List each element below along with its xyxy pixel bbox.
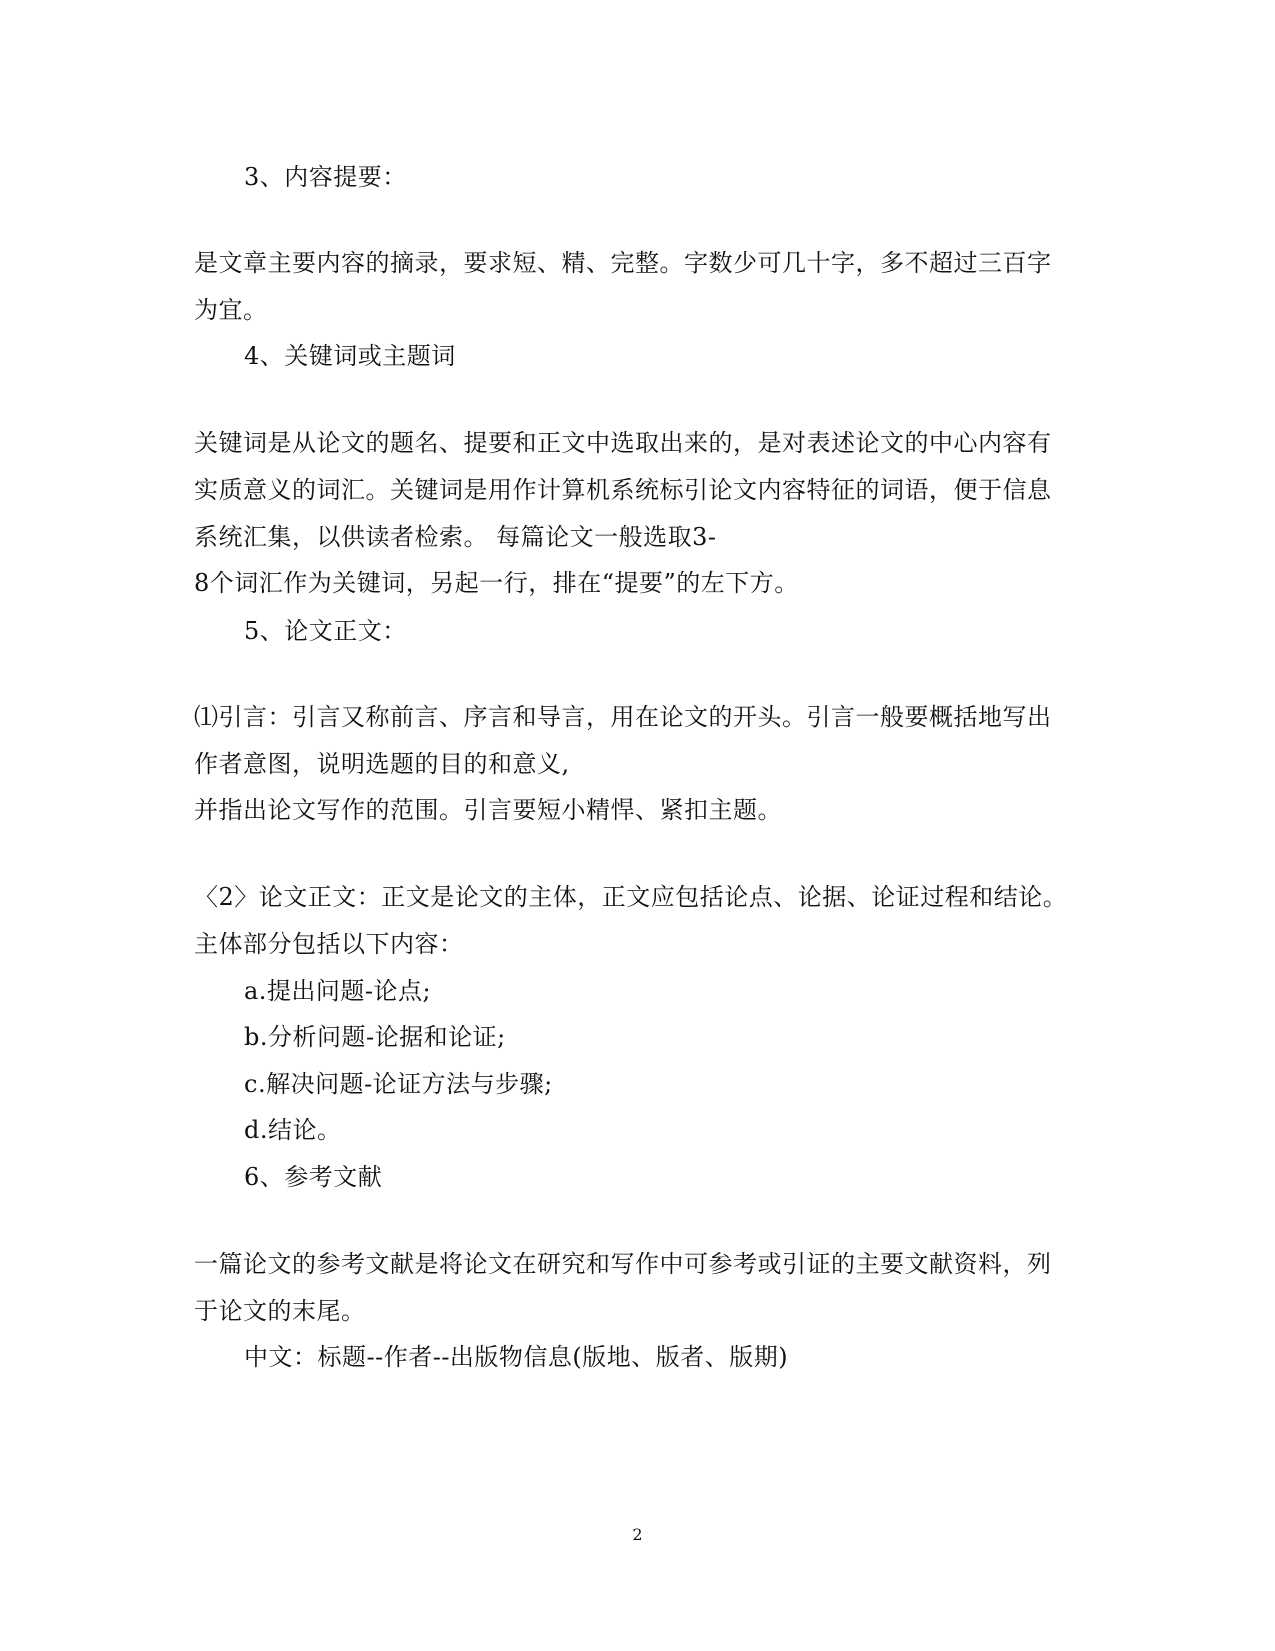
list-item: d.结论。 <box>244 1116 342 1144</box>
paragraph-line: 一篇论文的参考文献是将论文在研究和写作中可参考或引证的主要文献资料，列 <box>194 1250 1052 1278</box>
paragraph-line: 主体部分包括以下内容： <box>194 930 464 958</box>
paragraph-line: 实质意义的词汇。关键词是用作计算机系统标引论文内容特征的词语，便于信息 <box>194 476 1052 504</box>
list-item: c.解决问题-论证方法与步骤; <box>244 1070 553 1098</box>
section-heading-main-text: 5、论文正文： <box>244 617 407 645</box>
section-heading-keywords: 4、关键词或主题词 <box>244 342 456 370</box>
paragraph-line: 为宜。 <box>194 296 268 324</box>
paragraph-line: 系统汇集，以供读者检索。 每篇论文一般选取3- <box>194 523 717 551</box>
paragraph-line: 〈2〉论文正文：正文是论文的主体，正文应包括论点、论据、论证过程和结论。 <box>194 883 1068 911</box>
reference-format-line: 中文：标题--作者--出版物信息(版地、版者、版期) <box>244 1343 789 1371</box>
paragraph-line: ⑴引言：引言又称前言、序言和导言，用在论文的开头。引言一般要概括地写出 <box>194 703 1052 731</box>
list-item: a.提出问题-论点; <box>244 977 432 1005</box>
section-heading-abstract: 3、内容提要： <box>244 163 407 191</box>
paragraph-line: 并指出论文写作的范围。引言要短小精悍、紧扣主题。 <box>194 796 782 824</box>
page-number: 2 <box>632 1525 643 1544</box>
paragraph-line: 关键词是从论文的题名、提要和正文中选取出来的，是对表述论文的中心内容有 <box>194 429 1052 457</box>
paragraph-line: 于论文的末尾。 <box>194 1297 366 1325</box>
section-heading-references: 6、参考文献 <box>244 1163 383 1191</box>
paragraph-line: 作者意图，说明选题的目的和意义, <box>194 750 570 778</box>
list-item: b.分析问题-论据和论证; <box>244 1023 506 1051</box>
paragraph-line: 是文章主要内容的摘录，要求短、精、完整。字数少可几十字，多不超过三百字 <box>194 249 1052 277</box>
paragraph-line: 8个词汇作为关键词，另起一行，排在“提要”的左下方。 <box>194 569 799 597</box>
